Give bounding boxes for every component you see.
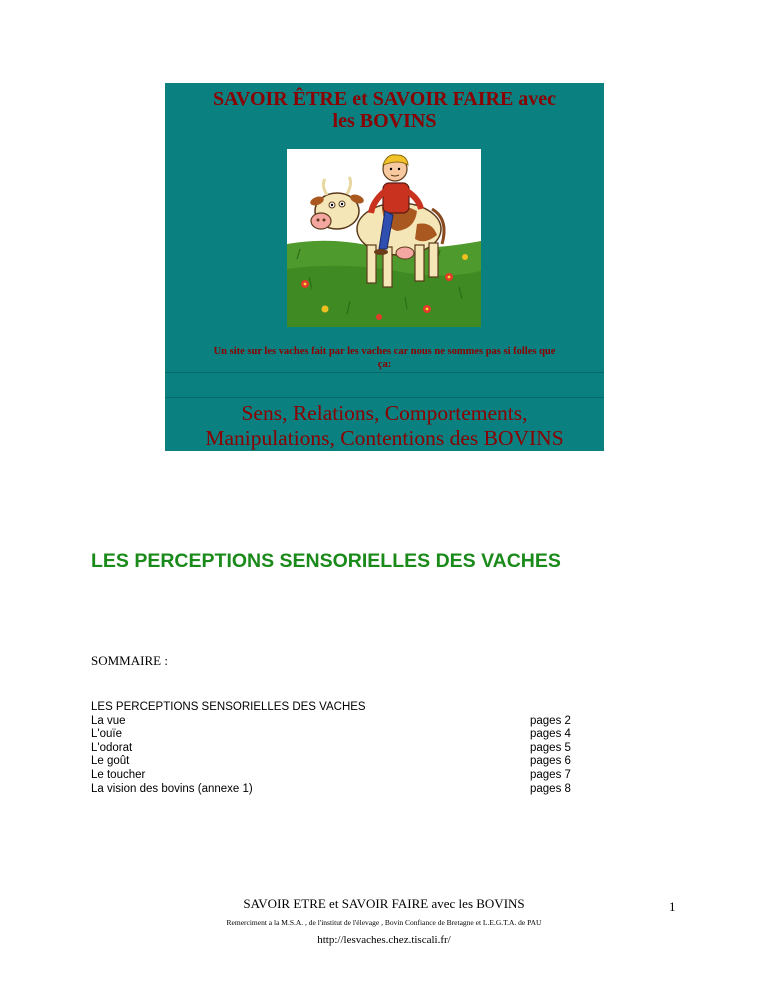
toc-item: [91, 783, 591, 797]
banner-subtitle: [165, 345, 604, 371]
banner-divider: [165, 372, 604, 373]
toc-item-label: L'odorat: [91, 741, 133, 754]
main-heading: LES PERCEPTIONS SENSORIELLES DES VACHES: [91, 550, 561, 572]
toc-item-page: pages 7: [530, 768, 571, 781]
toc-item-label: L'ouïe: [91, 728, 122, 741]
toc-item-page: pages 8: [530, 782, 571, 795]
toc-item-page: pages 6: [530, 755, 571, 768]
banner-title-line2: les BOVINS: [332, 110, 437, 132]
toc-section-title-text: LES PERCEPTIONS SENSORIELLES DES VACHES: [91, 701, 366, 713]
page-number: 1: [669, 899, 676, 914]
toc-item: [91, 728, 591, 742]
toc-item: [91, 715, 591, 729]
banner-divider: [165, 397, 604, 398]
banner-topics-line1: Sens, Relations, Comportements,: [241, 401, 528, 425]
toc-item-label: La vision des bovins (annexe 1): [91, 782, 253, 795]
banner-subtitle-line2: ça:: [377, 359, 392, 370]
banner-topics-line2: Manipulations, Contentions des BOVINS: [205, 426, 564, 450]
toc-item: [91, 755, 591, 769]
toc-item-page: pages 4: [530, 728, 571, 741]
toc-item-page: pages 2: [530, 714, 571, 727]
toc-item: [91, 742, 591, 756]
toc-item: [91, 769, 591, 783]
toc-item-label: Le toucher: [91, 768, 146, 781]
footer-credit: Remerciment a la M.S.A. , de l'institut de l'élevage , Bovin Confiance de Bretagne et L.E.G.T.A. de PAU: [226, 918, 542, 927]
toc-item-page: pages 5: [530, 741, 571, 754]
cow-with-farm-boy-illustration: [287, 149, 481, 327]
banner-topics: [165, 401, 604, 451]
toc-section-title: [91, 701, 591, 715]
toc-item-label: La vue: [91, 714, 126, 727]
footer-url[interactable]: http://lesvaches.chez.tiscali.fr/: [317, 934, 451, 946]
banner-subtitle-line1: Un site sur les vaches fait par les vaches car nous ne sommes pas si folles que: [213, 346, 556, 357]
table-of-contents: [91, 701, 591, 796]
banner-title: [165, 88, 604, 132]
banner-title-line1: SAVOIR ÊTRE et SAVOIR FAIRE avec: [212, 88, 557, 110]
sommaire-label: SOMMAIRE :: [91, 653, 168, 668]
toc-item-label: Le goût: [91, 755, 130, 768]
footer-title: SAVOIR ETRE et SAVOIR FAIRE avec les BOVINS: [243, 896, 525, 911]
